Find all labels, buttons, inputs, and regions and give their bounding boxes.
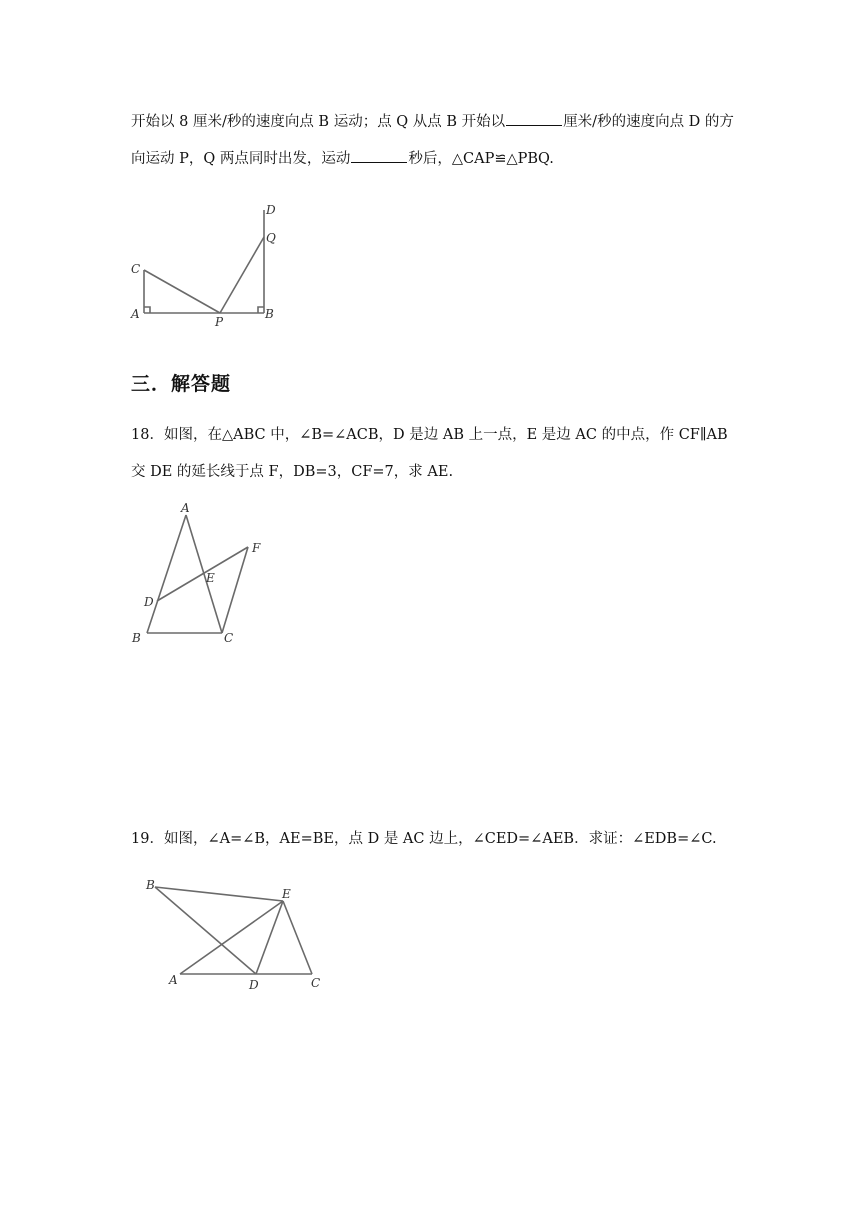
q18-label-d: D bbox=[144, 595, 154, 609]
q17-label-c: C bbox=[131, 262, 141, 276]
q18-label-c: C bbox=[224, 631, 234, 645]
q19-segment-be bbox=[155, 887, 283, 901]
q17-line2-part-b: 秒后，△CAP≌△PBQ. bbox=[408, 151, 554, 167]
section-heading: 三．解答题 bbox=[131, 373, 232, 395]
q18-text-line-1: 18．如图，在△ABC 中，∠B=∠ACB，D 是边 AB 上一点，E 是边 AC 的中点，作 CF∥AB bbox=[131, 427, 728, 443]
q18-label-a: A bbox=[181, 501, 190, 515]
q17-label-q: Q bbox=[266, 231, 276, 245]
q18-label-f: F bbox=[252, 541, 261, 555]
q18-text-line-2: 交 DE 的延长线于点 F，DB=3，CF=7，求 AE. bbox=[131, 464, 454, 480]
q19-segment-de bbox=[256, 901, 283, 974]
q19-label-a: A bbox=[169, 973, 178, 987]
q17-label-a: A bbox=[131, 307, 140, 321]
q17-line2-part-a: 向运动 P，Q 两点同时出发，运动 bbox=[131, 151, 351, 167]
q17-line1-part-b: 厘米/秒的速度向点 D 的方 bbox=[563, 114, 734, 130]
q18-label-e: E bbox=[206, 571, 215, 585]
q19-segment-ae bbox=[180, 901, 283, 974]
q18-label-b: B bbox=[132, 631, 141, 645]
q19-label-d: D bbox=[249, 978, 259, 992]
q19-text-line-1: 19．如图，∠A=∠B，AE=BE，点 D 是 AC 边上，∠CED=∠AEB．求证：∠EDB=∠C. bbox=[131, 831, 717, 847]
q19-segment-ec bbox=[283, 901, 312, 974]
q19-label-c: C bbox=[311, 976, 321, 990]
q17-label-p: P bbox=[215, 315, 224, 329]
q17-label-b: B bbox=[265, 307, 274, 321]
q17-label-d: D bbox=[266, 203, 276, 217]
q19-label-e: E bbox=[282, 887, 291, 901]
q19-label-b: B bbox=[146, 878, 155, 892]
q17-line1-part-a: 开始以 8 厘米/秒的速度向点 B 运动；点 Q 从点 B 开始以 bbox=[131, 114, 506, 130]
